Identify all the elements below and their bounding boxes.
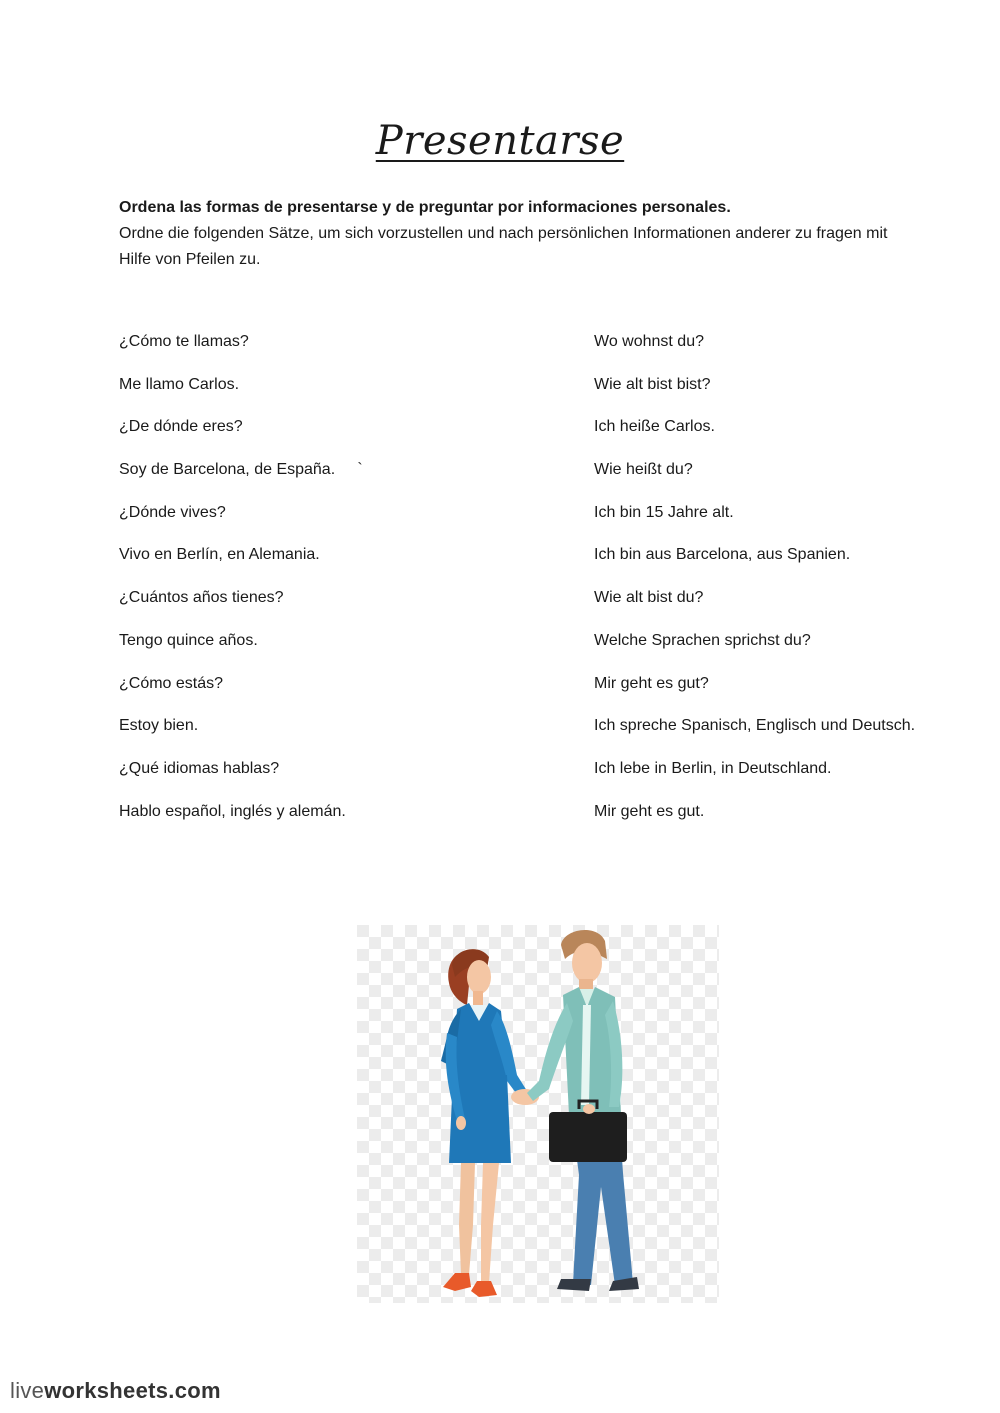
watermark-prefix: live <box>10 1378 45 1403</box>
german-sentences-column <box>594 331 994 843</box>
watermark-brand: worksheets <box>44 1378 169 1403</box>
instruction-german: Ordne die folgenden Sätze, um sich vorzustellen und nach persönlichen Informationen anderer zu fragen mit Hilfe von Pfeilen zu. <box>119 225 888 268</box>
spanish-sentence[interactable]: ¿Cuántos años tienes? <box>119 589 284 607</box>
german-sentence[interactable]: Welche Sprachen sprichst du? <box>594 631 811 649</box>
checkered-background <box>357 925 719 1303</box>
spanish-sentence[interactable]: ¿De dónde eres? <box>119 418 243 436</box>
german-sentence[interactable]: Mir geht es gut. <box>594 802 705 820</box>
spanish-sentence[interactable]: Estoy bien. <box>119 717 199 735</box>
german-sentence[interactable]: Ich bin 15 Jahre alt. <box>594 503 734 521</box>
german-sentence[interactable]: Ich lebe in Berlin, in Deutschland. <box>594 759 832 777</box>
spanish-sentence[interactable]: Tengo quince años. <box>119 631 258 649</box>
page-title: Presentarse <box>375 118 625 164</box>
german-sentence[interactable]: Mir geht es gut? <box>594 674 709 692</box>
briefcase-icon <box>549 1112 627 1162</box>
instructions <box>119 195 919 273</box>
german-sentence[interactable]: Ich spreche Spanisch, Englisch und Deutsch. <box>594 717 916 735</box>
spanish-sentence[interactable]: ¿Dónde vives? <box>119 503 226 521</box>
spanish-sentence[interactable]: Soy de Barcelona, de España. ` <box>119 461 363 479</box>
german-sentence[interactable]: Wie alt bist du? <box>594 589 704 607</box>
spanish-sentence[interactable]: ¿Cómo te llamas? <box>119 333 249 350</box>
german-sentence[interactable]: Wo wohnst du? <box>594 333 704 350</box>
spanish-sentences-column <box>119 331 539 843</box>
spanish-sentence[interactable]: ¿Qué idiomas hablas? <box>119 759 280 777</box>
instruction-spanish: Ordena las formas de presentarse y de preguntar por informaciones personales. <box>119 199 731 216</box>
spanish-sentence[interactable]: Hablo español, inglés y alemán. <box>119 802 346 820</box>
german-sentence[interactable]: Wie heißt du? <box>594 461 693 479</box>
watermark-suffix: .com <box>168 1378 221 1403</box>
handshake-illustration <box>357 925 719 1303</box>
site-watermark <box>10 1378 221 1404</box>
spanish-sentence[interactable]: Vivo en Berlín, en Alemania. <box>119 546 320 564</box>
german-sentence[interactable]: Ich bin aus Barcelona, aus Spanien. <box>594 546 851 564</box>
spanish-sentence[interactable]: Me llamo Carlos. <box>119 375 240 393</box>
german-sentence[interactable]: Ich heiße Carlos. <box>594 418 715 436</box>
spanish-sentence[interactable]: ¿Cómo estás? <box>119 674 224 692</box>
german-sentence[interactable]: Wie alt bist bist? <box>594 375 711 393</box>
